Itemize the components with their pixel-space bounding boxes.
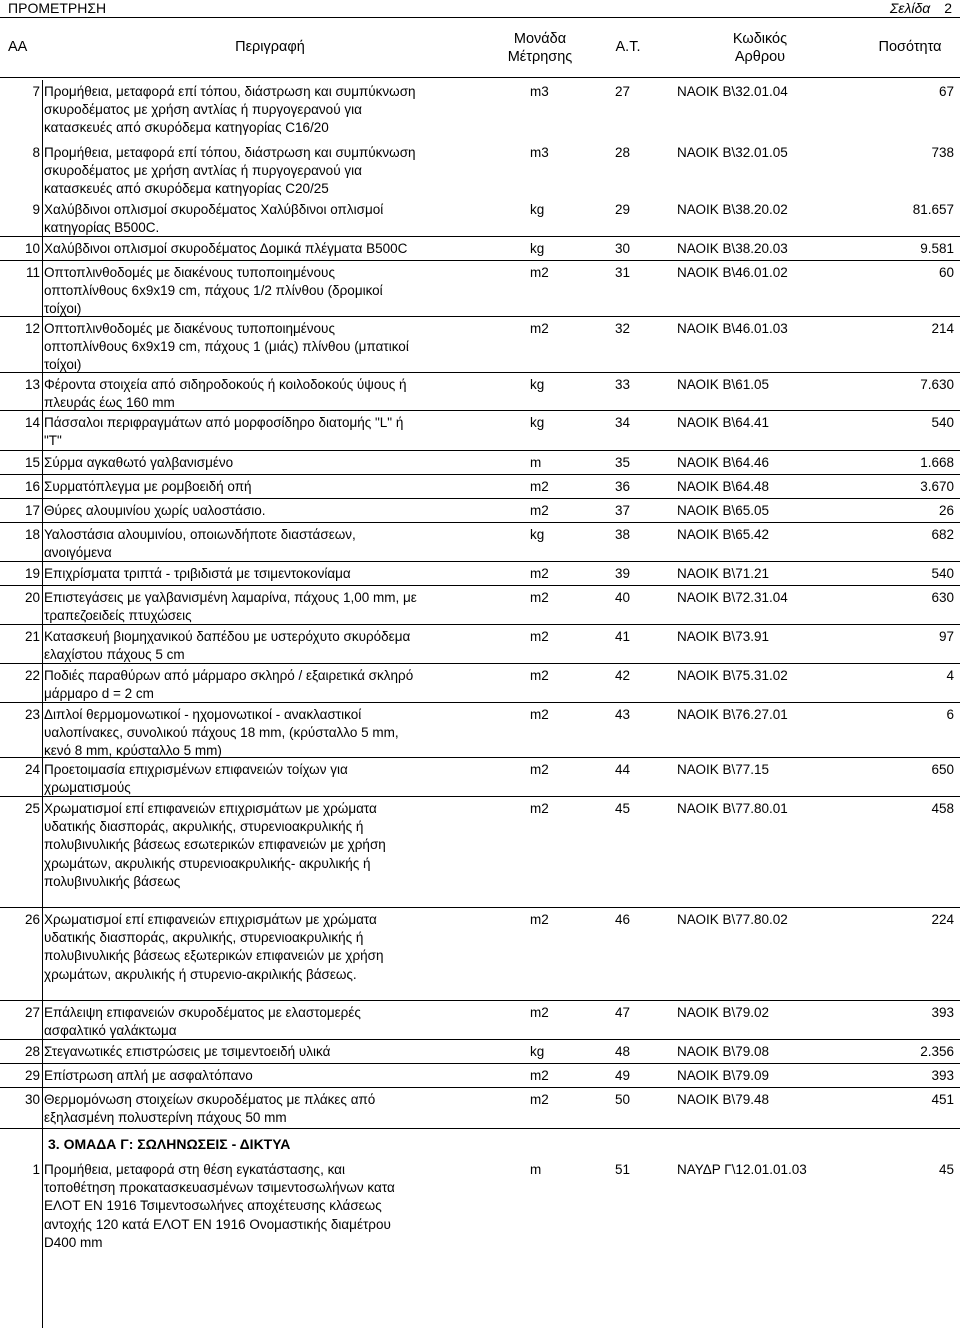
description-line: τοίχοι) (44, 357, 82, 373)
row-number: 26 (24, 912, 40, 927)
row-number: 22 (24, 668, 40, 683)
description-line: Προμήθεια, μεταφορά επί τόπου, διάστρωση και συμπύκνωση (44, 145, 416, 160)
row-description (44, 1161, 499, 1252)
description-line: χρωματισμούς (44, 780, 131, 796)
row-quantity: 81.657 (912, 202, 954, 217)
row-quantity: 26 (938, 503, 954, 518)
table-row (0, 373, 960, 411)
page-header (0, 0, 960, 18)
row-at: 33 (615, 377, 631, 392)
row-number: 11 (25, 265, 40, 280)
description-line: Χαλύβδινοι οπλισμοί σκυροδέματος Χαλύβδινοι οπλισμοί (44, 202, 384, 217)
row-code: ΝΑΟΙΚ Β\64.48 (677, 479, 770, 494)
row-code: ΝΑΟΙΚ Β\77.80.02 (677, 912, 788, 927)
table-row (0, 451, 960, 475)
row-at: 29 (615, 202, 631, 217)
row-unit: m2 (530, 668, 549, 683)
row-at: 43 (615, 707, 631, 722)
description-line: Χρωματισμοί επί επιφανειών επιχρισμάτων με χρώματα (44, 801, 377, 816)
description-line: Προμήθεια, μεταφορά στη θέση εγκατάστασης, και (44, 1162, 345, 1177)
description-line: Προμήθεια, μεταφορά επί τόπου, διάστρωση και συμπύκνωση (44, 84, 416, 99)
row-unit: m2 (530, 912, 549, 927)
description-line: υδατικής διασποράς, ακρυλικής, στυρενιοακρυλικής ή (44, 930, 364, 946)
row-quantity: 60 (938, 265, 954, 280)
col-description: Περιγραφή (235, 39, 305, 55)
description-line: σκυροδέματος με χρήση αντλίας ή πυργογερανού για (44, 163, 362, 179)
page-label: Σελίδα (889, 0, 931, 16)
row-unit: m2 (530, 566, 549, 581)
table-row (0, 237, 960, 261)
row-at: 32 (615, 321, 631, 336)
row-code: ΝΑΥΔΡ Γ\12.01.01.03 (677, 1162, 807, 1177)
description-line: κενό 8 mm, κρύσταλλο 5 mm) (44, 743, 222, 759)
row-description (44, 83, 499, 138)
description-line: κατασκευές από σκυρόδεμα κατηγορίας C16/20 (44, 120, 329, 136)
row-number: 7 (32, 84, 40, 99)
row-at: 49 (615, 1068, 631, 1083)
row-unit: m2 (530, 503, 549, 518)
row-quantity: 67 (938, 84, 954, 99)
description-line: χρωμάτων, ακρυλικής στυρενιοακρυλικής- ακρυλικής ή (44, 855, 371, 871)
description-line: Φέροντα στοιχεία από σιδηροδοκούς ή κοιλοδοκούς ύψους ή (44, 377, 407, 392)
row-unit: m2 (530, 762, 549, 777)
section-heading (0, 1129, 960, 1158)
description-line: "T" (44, 433, 62, 449)
row-unit: m2 (530, 801, 549, 816)
row-unit: kg (530, 415, 545, 430)
row-description (44, 628, 499, 664)
row-description (44, 1067, 499, 1085)
row-description (44, 376, 499, 412)
row-unit: m2 (530, 479, 549, 494)
row-description (44, 1004, 499, 1040)
row-description (44, 706, 499, 761)
description-line: πολυβινυλικής βάσεως εσωτερικών επιφανειών με χρήση (44, 837, 386, 853)
row-quantity: 738 (931, 145, 954, 160)
description-line: Κατασκευή βιομηχανικού δαπέδου με υστερόχυτο σκυρόδεμα (44, 629, 411, 644)
row-code: ΝΑΟΙΚ Β\46.01.03 (677, 321, 788, 336)
row-description (44, 911, 499, 984)
row-code: ΝΑΟΙΚ Β\77.80.01 (677, 801, 788, 816)
row-unit: kg (530, 377, 545, 392)
description-line: εξηλασμένη πολυστερίνη πάχους 50 mm (44, 1110, 287, 1126)
row-code: ΝΑΟΙΚ Β\76.27.01 (677, 707, 788, 722)
row-quantity: 4 (946, 668, 954, 683)
description-line: αντοχής 120 κατά ΕΛΟΤ ΕΝ 1916 Ονομαστικής διαμέτρου (44, 1216, 391, 1232)
row-at: 41 (615, 629, 631, 644)
description-line: τοποθέτηση προκατασκευασμένων τσιμεντοσωλήνων κατα (44, 1180, 395, 1196)
row-at: 44 (615, 762, 631, 777)
row-number: 10 (24, 241, 40, 256)
row-code: ΝΑΟΙΚ Β\61.05 (677, 377, 770, 392)
row-at: 47 (615, 1005, 631, 1020)
row-quantity: 1.668 (920, 455, 954, 470)
row-unit: m (530, 1162, 542, 1177)
page-number: 2 (944, 0, 952, 16)
row-description (44, 144, 499, 199)
row-description (44, 454, 499, 472)
row-number: 21 (24, 629, 40, 644)
description-line: ασφαλτικό γαλάκτωμα (44, 1023, 177, 1039)
row-number: 30 (24, 1092, 40, 1107)
row-quantity: 45 (938, 1162, 954, 1177)
row-description (44, 589, 499, 625)
row-description (44, 667, 499, 703)
col-at: Α.Τ. (615, 39, 641, 55)
description-line: Χαλύβδινοι οπλισμοί σκυροδέματος Δομικά πλέγματα B500C (44, 241, 408, 256)
row-quantity: 393 (931, 1005, 954, 1020)
table-row (0, 523, 960, 562)
row-unit: m3 (530, 84, 549, 99)
table-row (0, 1158, 960, 1254)
row-code: ΝΑΟΙΚ Β\75.31.02 (677, 668, 788, 683)
table-row (0, 1064, 960, 1088)
row-description (44, 565, 499, 583)
description-line: σκυροδέματος με χρήση αντλίας ή πυργογερανού για (44, 102, 362, 118)
description-line: Στεγανωτικές επιστρώσεις με τσιμεντοειδή υλικά (44, 1044, 331, 1059)
description-line: Θύρες αλουμινίου χωρίς υαλοστάσιο. (44, 503, 266, 518)
table-row (0, 411, 960, 451)
row-number: 8 (32, 145, 40, 160)
description-line: Οπτοπλινθοδομές με διακένους τυποποιημένους (44, 265, 335, 280)
row-unit: m2 (530, 1005, 549, 1020)
row-unit: m2 (530, 321, 549, 336)
table-row (0, 586, 960, 625)
row-quantity: 97 (938, 629, 954, 644)
description-line: Επίστρωση απλή με ασφαλτόπανο (44, 1068, 253, 1083)
row-number: 1 (32, 1162, 40, 1177)
description-line: κατηγορίας B500C. (44, 220, 160, 236)
row-number: 9 (32, 202, 40, 217)
row-at: 37 (615, 503, 631, 518)
row-number: 16 (24, 479, 40, 494)
description-line: D400 mm (44, 1234, 103, 1250)
row-code: ΝΑΟΙΚ Β\71.21 (677, 566, 770, 581)
table-row (0, 80, 960, 141)
table-row (0, 797, 960, 908)
row-description (44, 1091, 499, 1127)
row-code: ΝΑΟΙΚ Β\32.01.05 (677, 145, 788, 160)
row-number: 28 (24, 1044, 40, 1059)
row-number: 19 (24, 566, 40, 581)
row-number: 29 (24, 1068, 40, 1083)
table-row (0, 261, 960, 317)
row-code: ΝΑΟΙΚ Β\79.48 (677, 1092, 770, 1107)
row-description (44, 761, 499, 797)
row-unit: m2 (530, 265, 549, 280)
row-unit: m2 (530, 590, 549, 605)
description-line: πλευράς έως 160 mm (44, 395, 175, 411)
row-quantity: 2.356 (920, 1044, 954, 1059)
description-line: χρωμάτων, ακρυλικής ή στυρενιο-ακριλικής βάσεως. (44, 966, 357, 982)
description-line: Προετοιμασία επιχρισμένων επιφανειών τοίχων για (44, 762, 348, 777)
section-title: 3. ΟΜΑΔΑ Γ: ΣΩΛΗΝΩΣΕΙΣ - ΔΙΚΤΥΑ (48, 1136, 291, 1152)
row-quantity: 682 (931, 527, 954, 542)
row-unit: kg (530, 527, 545, 542)
row-description (44, 240, 499, 258)
row-number: 15 (24, 455, 40, 470)
row-at: 40 (615, 590, 631, 605)
description-line: Επάλειψη επιφανειών σκυροδέματος με ελαστομερές (44, 1005, 361, 1020)
description-line: Υαλοστάσια αλουμινίου, οποιωνδήποτε διαστάσεων, (44, 527, 356, 542)
description-line: υδατικής διασποράς, ακρυλικής, στυρενιοακρυλικής ή (44, 819, 364, 835)
description-line: Συρματόπλεγμα με ρομβοειδή οπή (44, 479, 252, 494)
row-at: 38 (615, 527, 631, 542)
description-line: τοίχοι) (44, 301, 82, 317)
row-unit: m2 (530, 1092, 549, 1107)
row-code: ΝΑΟΙΚ Β\64.46 (677, 455, 770, 470)
row-unit: m2 (530, 707, 549, 722)
table-row (0, 1088, 960, 1129)
row-description (44, 478, 499, 496)
row-description (44, 201, 499, 237)
row-quantity: 630 (931, 590, 954, 605)
row-quantity: 9.581 (920, 241, 954, 256)
table-row (0, 475, 960, 499)
row-quantity: 7.630 (920, 377, 954, 392)
row-number: 24 (24, 762, 40, 777)
table-row (0, 198, 960, 237)
row-description (44, 1043, 499, 1061)
description-line: κατασκευές από σκυρόδεμα κατηγορίας C20/25 (44, 181, 329, 197)
row-at: 30 (615, 241, 631, 256)
description-line: οπτοπλίνθους 6x9x19 cm, πάχους 1/2 πλίνθου (δρομικοί (44, 283, 383, 299)
row-description (44, 264, 499, 319)
row-quantity: 6 (946, 707, 954, 722)
row-at: 45 (615, 801, 631, 816)
row-at: 39 (615, 566, 631, 581)
row-code: ΝΑΟΙΚ Β\38.20.02 (677, 202, 788, 217)
row-code: ΝΑΟΙΚ Β\38.20.03 (677, 241, 788, 256)
table-row (0, 908, 960, 1001)
row-number: 13 (24, 377, 40, 392)
row-code: ΝΑΟΙΚ Β\79.09 (677, 1068, 770, 1083)
row-unit: m2 (530, 1068, 549, 1083)
row-code: ΝΑΟΙΚ Β\72.31.04 (677, 590, 788, 605)
row-unit: kg (530, 1044, 545, 1059)
description-line: οπτοπλίνθους 6x9x19 cm, πάχους 1 (μιάς) πλίνθου (μπατικοί (44, 339, 409, 355)
row-quantity: 214 (931, 321, 954, 336)
row-number: 17 (24, 503, 40, 518)
description-line: ΕΛΟΤ ΕΝ 1916 Τσιμεντοσωλήνες αποχέτευσης κλάσεως (44, 1198, 382, 1214)
description-line: Θερμομόνωση στοιχείων σκυροδέματος με πλάκες από (44, 1092, 376, 1107)
row-at: 48 (615, 1044, 631, 1059)
row-number: 14 (24, 415, 40, 430)
col-code: Κωδικός Αρθρου (732, 31, 788, 65)
row-number: 27 (24, 1005, 40, 1020)
row-at: 28 (615, 145, 631, 160)
page-indicator (890, 0, 952, 16)
row-number: 25 (24, 801, 40, 816)
row-quantity: 3.670 (920, 479, 954, 494)
row-at: 27 (615, 84, 631, 99)
table-row (0, 1040, 960, 1064)
row-at: 31 (615, 265, 631, 280)
description-line: Διπλοί θερμομονωτικοί - ηχομονωτικοί - ανακλαστικοί (44, 707, 362, 722)
row-code: ΝΑΟΙΚ Β\46.01.02 (677, 265, 788, 280)
row-code: ΝΑΟΙΚ Β\77.15 (677, 762, 770, 777)
document-title: ΠΡΟΜΕΤΡΗΣΗ (8, 0, 107, 16)
row-description (44, 526, 499, 562)
row-unit: m2 (530, 629, 549, 644)
table-row (0, 317, 960, 373)
table-row (0, 562, 960, 586)
description-line: τραπεζοειδείς πτυχώσεις (44, 608, 192, 624)
description-line: Επιχρίσματα τριπτά - τριβιδιστά με τσιμεντοκονίαμα (44, 566, 351, 581)
row-code: ΝΑΟΙΚ Β\32.01.04 (677, 84, 788, 99)
table-row (0, 499, 960, 523)
row-quantity: 458 (931, 801, 954, 816)
row-code: ΝΑΟΙΚ Β\65.42 (677, 527, 770, 542)
description-line: ελαχίστου πάχους 5 cm (44, 647, 185, 663)
item-table (0, 80, 960, 1254)
table-row (0, 703, 960, 758)
row-at: 50 (615, 1092, 631, 1107)
row-unit: m (530, 455, 542, 470)
description-line: Επιστεγάσεις με γαλβανισμένη λαμαρίνα, πάχους 1,00 mm, με (44, 590, 417, 605)
description-line: Οπτοπλινθοδομές με διακένους τυποποιημένους (44, 321, 335, 336)
row-unit: kg (530, 202, 545, 217)
row-at: 36 (615, 479, 631, 494)
description-line: μάρμαρο d = 2 cm (44, 686, 154, 702)
description-line: πολυβινυλικής βάσεως εξωτερικών επιφανειών με χρήση (44, 948, 384, 964)
row-quantity: 451 (931, 1092, 954, 1107)
table-row (0, 1001, 960, 1040)
col-quantity: Ποσότητα (878, 39, 942, 55)
row-description (44, 414, 499, 450)
row-code: ΝΑΟΙΚ Β\64.41 (677, 415, 770, 430)
row-at: 42 (615, 668, 631, 683)
row-quantity: 393 (931, 1068, 954, 1083)
row-code: ΝΑΟΙΚ Β\65.05 (677, 503, 770, 518)
row-at: 51 (615, 1162, 631, 1177)
row-number: 20 (24, 590, 40, 605)
col-unit: Μονάδα Μέτρησης (507, 31, 573, 65)
description-line: υαλοπίνακες, συνολικού πάχους 18 mm, (κρύσταλλο 5 mm, (44, 725, 399, 741)
column-headers (0, 18, 960, 78)
row-at: 34 (615, 415, 631, 430)
description-line: πολυβινυλικής βάσεως (44, 873, 181, 889)
row-code: ΝΑΟΙΚ Β\79.08 (677, 1044, 770, 1059)
description-line: Χρωματισμοί επί επιφανειών επιχρισμάτων με χρώματα (44, 912, 377, 927)
description-line: Ποδιές παραθύρων από μάρμαρο σκληρό / εξαιρετικά σκληρό (44, 668, 414, 683)
row-description (44, 800, 499, 891)
description-line: Πάσσαλοι περιφραγμάτων από μορφοσίδηρο διατομής "L" ή (44, 415, 404, 430)
row-code: ΝΑΟΙΚ Β\79.02 (677, 1005, 770, 1020)
description-line: Σύρμα αγκαθωτό γαλβανισμένο (44, 455, 234, 470)
table-row (0, 141, 960, 198)
row-number: 18 (24, 527, 40, 542)
col-aa: ΑΑ (8, 39, 28, 55)
row-description (44, 320, 499, 375)
table-row (0, 664, 960, 703)
row-at: 46 (615, 912, 631, 927)
row-quantity: 540 (931, 566, 954, 581)
row-number: 23 (24, 707, 40, 722)
row-unit: kg (530, 241, 545, 256)
description-line: ανοιγόμενα (44, 545, 112, 561)
table-row (0, 758, 960, 797)
row-description (44, 502, 499, 520)
row-code: ΝΑΟΙΚ Β\73.91 (677, 629, 770, 644)
row-at: 35 (615, 455, 631, 470)
row-quantity: 540 (931, 415, 954, 430)
row-number: 12 (24, 321, 40, 336)
row-quantity: 224 (931, 912, 954, 927)
row-unit: m3 (530, 145, 549, 160)
table-row (0, 625, 960, 664)
row-quantity: 650 (931, 762, 954, 777)
